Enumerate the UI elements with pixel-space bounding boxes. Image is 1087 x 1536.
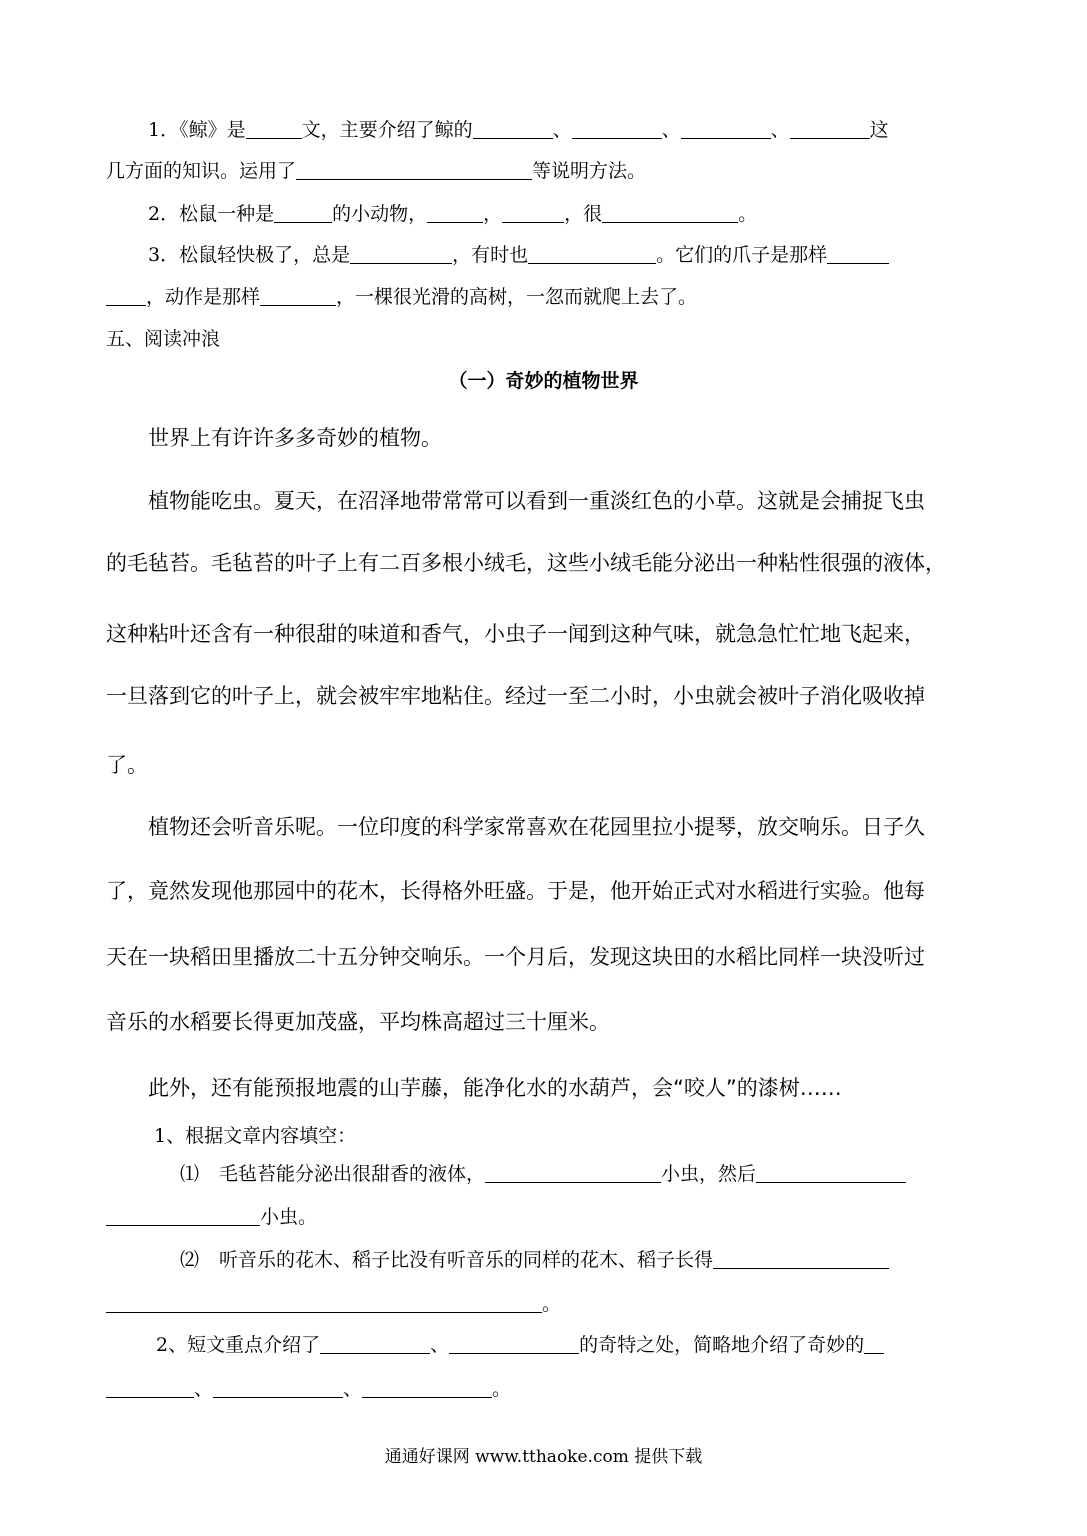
answer-blank[interactable]	[790, 120, 870, 139]
answer-blank[interactable]	[449, 1335, 579, 1354]
text: 2．松鼠一种是	[148, 203, 275, 225]
answer-blank[interactable]	[473, 120, 553, 139]
passage-line: 一旦落到它的叶子上，就会被牢牢地粘住。经过一至二小时，小虫就会被叶子消化吸收掉	[106, 684, 925, 708]
text: 、	[770, 119, 790, 141]
answer-blank[interactable]	[296, 161, 532, 180]
item-number: ⑴	[180, 1163, 200, 1185]
text: 小虫，然后	[661, 1163, 757, 1185]
passage-line: 植物能吃虫。夏天，在沼泽地带常常可以看到一重淡红色的小草。这就是会捕捉飞虫	[148, 489, 925, 513]
text: 的奇特之处，简略地介绍了奇妙的	[579, 1334, 865, 1356]
section-heading: 五、阅读冲浪	[106, 328, 221, 350]
fill-question-1-line-1	[106, 118, 976, 142]
text: 1．《鲸》是	[148, 119, 246, 141]
question-1-sub-1-line-1	[106, 1162, 976, 1186]
answer-blank[interactable]	[827, 245, 889, 264]
answer-blank[interactable]	[502, 204, 564, 223]
text: ，很	[564, 203, 603, 225]
text: 几方面的知识。运用了	[106, 160, 297, 182]
answer-blank[interactable]	[106, 287, 146, 306]
text: 、	[343, 1378, 363, 1400]
passage-line: 了。	[106, 753, 148, 777]
passage-line: 了，竟然发现他那园中的花木，长得格外旺盛。于是，他开始正式对水稻进行实验。他每	[106, 879, 925, 903]
answer-blank[interactable]	[602, 204, 738, 223]
question-1-sub-2-line-2	[106, 1292, 976, 1316]
passage-line: 此外，还有能预报地震的山芋藤，能净化水的水葫芦，会“咬人”的漆树……	[148, 1076, 842, 1100]
text: 的小动物，	[332, 203, 428, 225]
answer-blank[interactable]	[106, 1379, 194, 1398]
answer-blank[interactable]	[106, 1207, 260, 1226]
text: ，	[483, 203, 503, 225]
text: 小虫。	[260, 1206, 318, 1228]
text: 、	[552, 119, 572, 141]
item-number: ⑵	[180, 1249, 200, 1271]
passage-line: 这种粘叶还含有一种很甜的味道和香气，小虫子一闻到这种气味，就急急忙忙地飞起来，	[106, 622, 925, 646]
fill-question-1-line-2	[106, 159, 976, 183]
passage-line: 植物还会听音乐呢。一位印度的科学家常喜欢在花园里拉小提琴，放交响乐。日子久	[148, 815, 925, 839]
text: ，一棵很光滑的高树，一忽而就爬上去了。	[336, 286, 698, 308]
passage-line: 世界上有许许多多奇妙的植物。	[148, 426, 442, 450]
answer-blank[interactable]	[713, 1250, 889, 1269]
text: 、	[430, 1334, 450, 1356]
answer-blank[interactable]	[213, 1379, 343, 1398]
answer-blank[interactable]	[246, 120, 302, 139]
answer-blank[interactable]	[572, 120, 662, 139]
passage-title: （一）奇妙的植物世界	[448, 370, 639, 392]
passage-line: 天在一块稻田里播放二十五分钟交响乐。一个月后，发现这块田的水稻比同样一块没听过	[106, 945, 925, 969]
fill-question-2	[106, 202, 976, 226]
text: ，有时也	[452, 244, 529, 266]
answer-blank[interactable]	[528, 245, 656, 264]
answer-blank[interactable]	[864, 1335, 884, 1354]
question-2-line-2	[106, 1377, 976, 1401]
text: 。	[542, 1293, 562, 1315]
question-2-line-1	[106, 1333, 976, 1357]
text: 、	[661, 119, 681, 141]
text: ，动作是那样	[146, 286, 261, 308]
text: 毛毡苔能分泌出很甜香的液体，	[219, 1163, 486, 1185]
text: 2、短文重点介绍了	[156, 1334, 321, 1356]
question-1-label: 1、根据文章内容填空：	[154, 1125, 357, 1147]
answer-blank[interactable]	[320, 1335, 430, 1354]
answer-blank[interactable]	[274, 204, 332, 223]
answer-blank[interactable]	[350, 245, 452, 264]
answer-blank[interactable]	[756, 1164, 906, 1183]
question-1-sub-1-line-2	[106, 1205, 976, 1229]
answer-blank[interactable]	[260, 287, 336, 306]
text: 、	[194, 1378, 214, 1400]
text: 文，主要介绍了鲸的	[301, 119, 473, 141]
answer-blank[interactable]	[106, 1294, 542, 1313]
page-footer: 通通好课网 www.tthaoke.com 提供下载	[384, 1447, 703, 1467]
question-1-sub-2-line-1	[106, 1248, 976, 1272]
text: 这	[869, 119, 889, 141]
text: 。它们的爪子是那样	[656, 244, 828, 266]
text: 等说明方法。	[532, 160, 647, 182]
text: 3．松鼠轻快极了，总是	[148, 244, 351, 266]
text: 。	[492, 1378, 512, 1400]
answer-blank[interactable]	[485, 1164, 661, 1183]
answer-blank[interactable]	[362, 1379, 492, 1398]
answer-blank[interactable]	[681, 120, 771, 139]
fill-question-3-line-1	[106, 243, 976, 267]
answer-blank[interactable]	[427, 204, 483, 223]
text: 。	[738, 203, 758, 225]
passage-line: 的毛毡苔。毛毡苔的叶子上有二百多根小绒毛，这些小绒毛能分泌出一种粘性很强的液体，	[106, 551, 946, 575]
text: 听音乐的花木、稻子比没有听音乐的同样的花木、稻子长得	[219, 1249, 714, 1271]
passage-line: 音乐的水稻要长得更加茂盛，平均株高超过三十厘米。	[106, 1010, 610, 1034]
fill-question-3-line-2	[106, 285, 976, 309]
